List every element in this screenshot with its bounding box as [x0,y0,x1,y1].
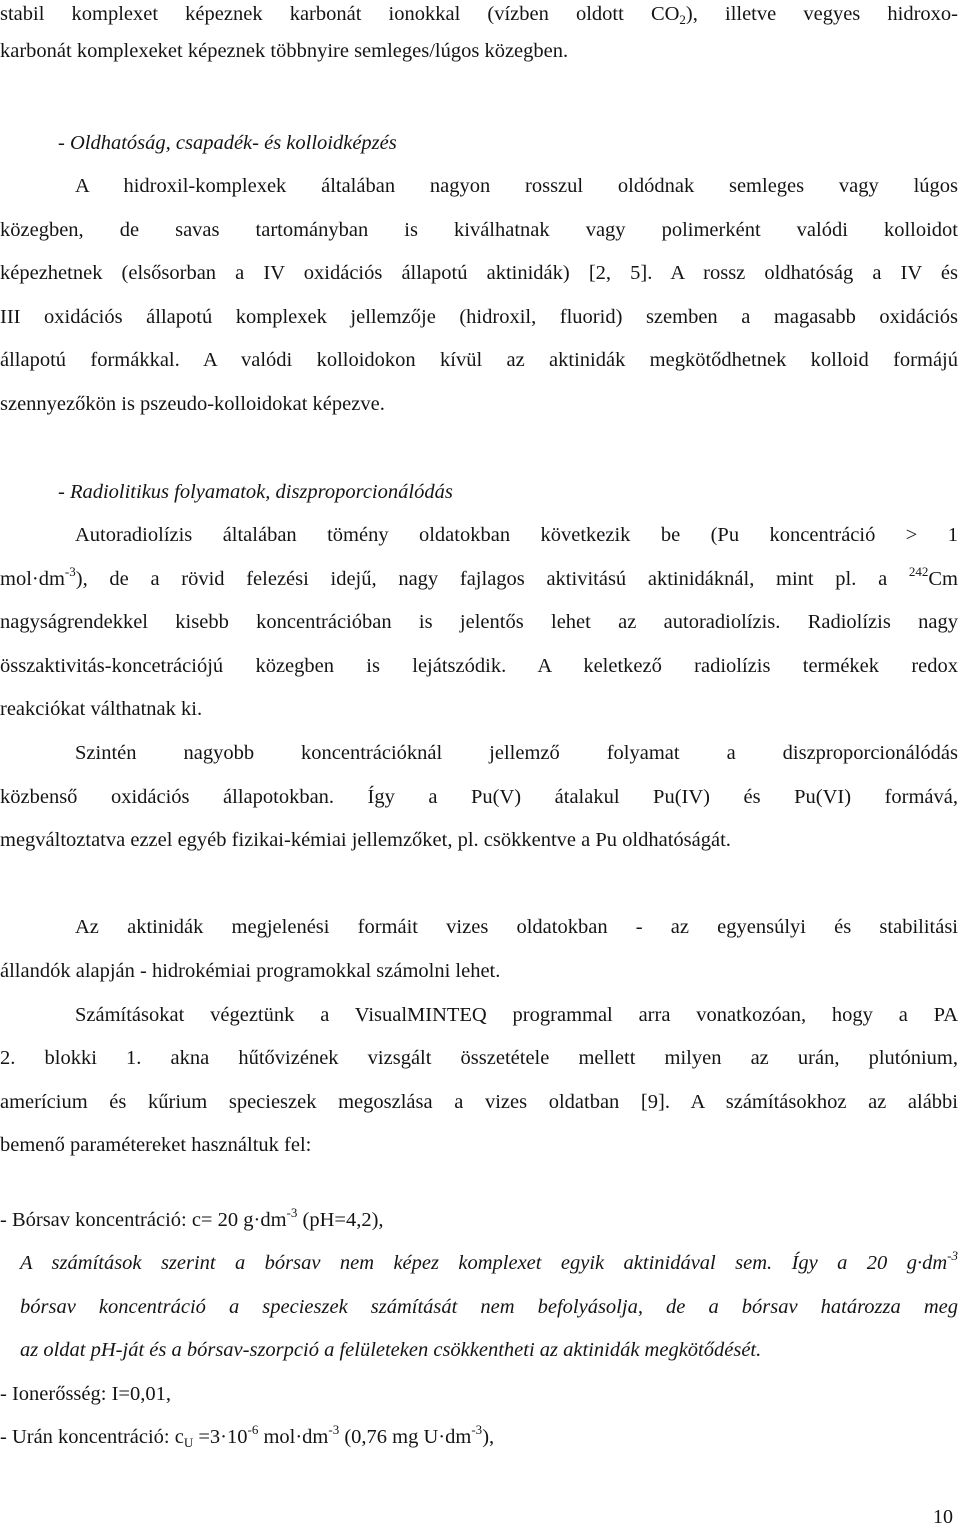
text-line: megváltoztatva ezzel egyéb fizikai-kémiai jellemzőket, pl. csökkentve a Pu oldhatóságát. [0,829,731,851]
text-line: Autoradiolízis általában tömény oldatokban következik be (Pu koncentráció > 1 [75,524,958,546]
text-line: reakciókat válthatnak ki. [0,698,203,720]
text-line: képezhetnek (elsősorban a IV oxidációs állapotú aktinidák) [2, 5]. A rossz oldhatóság a IV és [0,262,958,284]
text-line: III oxidációs állapotú komplexek jellemzője (hidroxil, fluorid) szemben a magasabb oxidációs [0,306,958,328]
text-line: állandók alapján - hidrokémiai programokkal számolni lehet. [0,960,501,982]
param-ionic-strength: - Ionerősség: I=0,01, [0,1383,171,1405]
param-uranium-concentration: - Urán koncentráció: $c_U =3\cdot 10^{-6}$ $mol\cdot dm^{-3}$ (0,76 mg $U\cdot dm^{-3}$), [0,1422,495,1450]
text-line: Az aktinidák megjelenési formáit vizes oldatokban - az egyensúlyi és stabilitási [75,916,958,938]
text-line: közegben, de savas tartományban is kiválhatnak vagy polimerként valódi kolloidot [0,219,958,241]
text-line: nagyságrendekkel kisebb koncentrációban is jelentős lehet az autoradiolízis. Radiolízis nagy [0,611,958,633]
text-line: A hidroxil-komplexek általában nagyon rosszul oldódnak semleges vagy lúgos [75,175,958,197]
param-note-line: bórsav koncentráció a specieszek számítását nem befolyásolja, de a bórsav határozza meg [20,1296,958,1318]
param-boric-acid: - Bórsav koncentráció: c= 20 $g\cdot dm^{-3}$ (pH=4,2), [0,1205,384,1231]
section-heading: - Radiolitikus folyamatok, diszproporcionálódás [58,481,453,503]
param-note-line: az oldat pH-ját és a bórsav-szorpció a felületeken csökkentheti az aktinidák megkötődését. [20,1339,762,1361]
text-line: karbonát komplexeket képeznek többnyire semleges/lúgos közegben. [0,40,569,62]
text-line: Számításokat végeztünk a VisualMINTEQ programmal arra vonatkozóan, hogy a PA [75,1004,958,1026]
text-line: amerícium és kűrium specieszek megoszlása a vizes oldatban [9]. A számításokhoz az alábbi [0,1091,958,1113]
text-line: bemenő paramétereket használtuk fel: [0,1134,312,1156]
param-note-line: A számítások szerint a bórsav nem képez komplexet egyik aktinidával sem. Így a 20 $g\cdot dm^{-3}$ [20,1248,958,1274]
text-line: összaktivitás-koncetrációjú közegben is lejátszódik. A keletkező radiolízis termékek redox [0,655,958,677]
text-line: szennyezőkön is pszeudo-kolloidokat képezve. [0,393,385,415]
page-number: 10 [933,1506,953,1528]
text-line: állapotú formákkal. A valódi kolloidokon kívül az aktinidák megkötődhetnek kolloid formájú [0,349,958,371]
text-line: $mol\cdot dm^{-3}$), de a rövid felezési idejű, nagy fajlagos aktivitású aktinidáknál, mint pl. a $^{242}$Cm [0,564,958,590]
text-line: közbenső oxidációs állapotokban. Így a Pu(V) átalakul Pu(IV) és Pu(VI) formává, [0,786,958,808]
text-line: Szintén nagyobb koncentrációknál jellemző folyamat a diszproporcionálódás [75,742,958,764]
section-heading: - Oldhatóság, csapadék- és kolloidképzés [58,132,397,154]
text-line: 2. blokki 1. akna hűtővizének vizsgált összetétele mellett milyen az urán, plutónium, [0,1047,958,1069]
text-line: stabil komplexet képeznek karbonát ionokkal (vízben oldott $CO_2$), illetve vegyes hidroxo- [0,3,958,27]
